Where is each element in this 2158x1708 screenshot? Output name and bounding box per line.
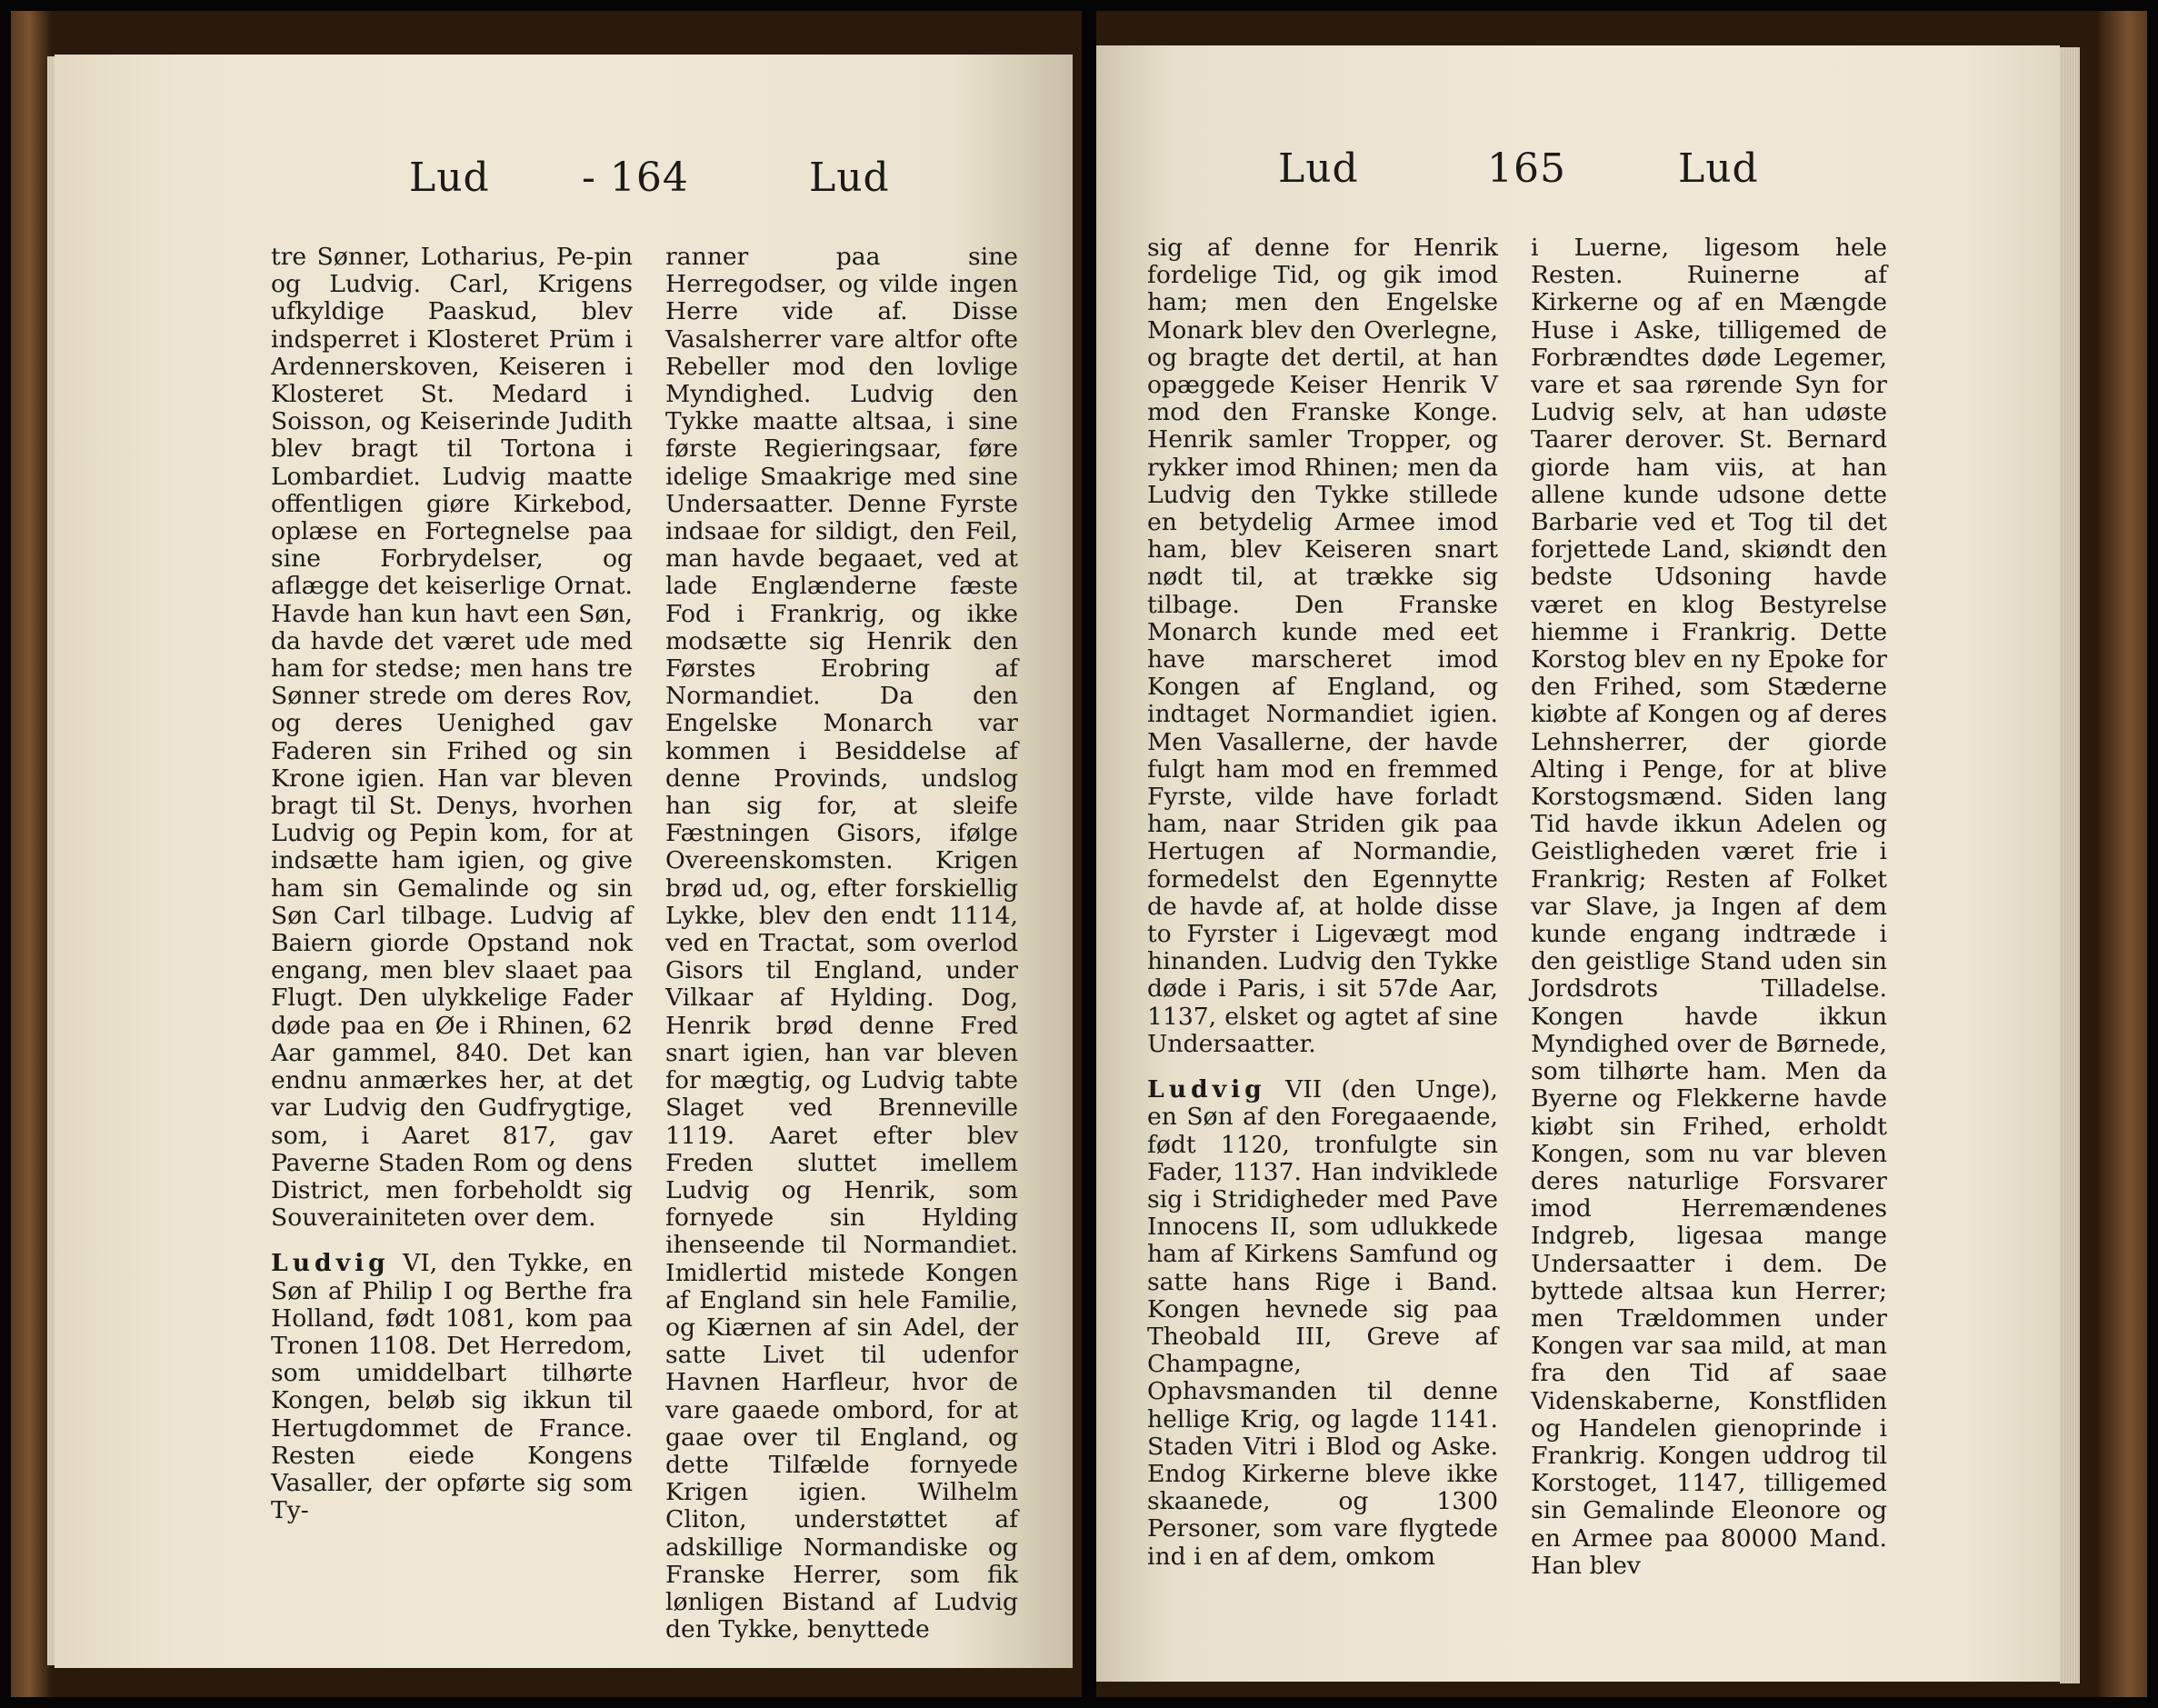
entry-paragraph [1147,1076,1498,1571]
left-page-scan [11,11,1082,1697]
right-page [1096,45,2060,1682]
entry-paragraph [271,1250,633,1524]
entry-text: VI, den Tykke, en Søn af Philip I og Berthe fra Holland, født 1081, kom paa Tronen 1108. Det Herredom, som umiddelbart tilhørte Kongen, beløb sig ikkun til Hertugdommet de France. Resten eiede Kongens Vasaller, der opførte sig som Ty- [271,1249,633,1525]
left-header-word: Lud [409,155,490,201]
paragraph: tre Sønner, Lotharius, Pe-pin og Ludvig. Carl, Krigens ufkyldige Paaskud, blev indsperret i Klosteret Prüm i Ardennerskoven, Keiseren i Klosteret St. Medard i Soisson, og Keiserinde Judith blev bragt til Tortona i Lombardiet. Ludvig maatte offentligen giøre Kirkebod, oplæse en Fortegnelse paa sine Forbrydelser, og aflægge det keiserlige Ornat. Havde han kun havt een Søn, da havde det været ude med ham for stedse; men hans tre Sønner strede om deres Rov, og deres Uenighed gav Faderen sin Frihed og sin Krone igien. Han var bleven bragt til St. Denys, hvorhen Ludvig og Pepin kom, for at indsætte ham igien, og give ham sin Gemalinde og sin Søn Carl tilbage. Ludvig af Baiern giorde Opstand nok engang, men blev slaaet paa Flugt. Den ulykkelige Fader døde paa en Øe i Rhinen, 62 Aar gammel, 840. Det kan endnu anmærkes her, at det var Ludvig den Gudfrygtige, som, i Aaret 817, gav Paverne Staden Rom og dens District, men forbeholdt sig Souverainiteten over dem. [271,243,633,1233]
right-page-header [1096,145,2060,209]
entry-text: VII (den Unge), en Søn af den Foregaaende, født 1120, tronfulgte sin Fader, 1137. Han indviklede sig i Stridigheder med Pave Innocens II, som udlukkede ham af Kirkens Samfund og satte hans Rige i Band. Kongen hevnede sig paa Theobald III, Greve af Champagne, Ophavsmanden til denne hellige Krig, og lagde 1141. Staden Vitri i Blod og Aske. Endog Kirkerne bleve ikke skaanede, og 1300 Personer, som vare flygtede ind i en af dem, omkom [1147,1075,1498,1571]
left-page-column-2 [665,244,1018,1643]
right-page-column-2 [1531,235,1887,1580]
paragraph: ranner paa sine Herregodser, og vilde ingen Herre vide af. Disse Vasalsherrer vare altfor ofte Rebeller mod den lovlige Myndighed. Ludvig den Tykke maatte altsaa, i sine første Regieringsaar, føre idelige Smaakrige med sine Undersaatter. Denne Fyrste indsaae for sildigt, den Feil, man havde begaaet, ved at lade Englænderne fæste Fod i Frankrig, og ikke modsætte sig Henrik den Førstes Erobring af Normandiet. Da den Engelske Monarch var kommen i Besiddelse af denne Provinds, undslog han sig for, at sleife Fæstningen Gisors, ifølge Overeenskomsten. Krigen brød ud, og, efter forskiellig Lykke, blev den endt 1114, ved en Tractat, som overlod Gisors til England, under Vilkaar af Hylding. Dog, Henrik brød denne Fred snart igien, han var bleven for mægtig, og Ludvig tabte Slaget ved Brenneville 1119. Aaret efter blev Freden sluttet imellem Ludvig og Henrik, som fornyede sin Hylding ihenseende til Normandiet. Imidlertid mistede Kongen af England sin hele Familie, og Kiærnen af sin Adel, der satte Livet til udenfor Havnen Harfleur, hvor de vare gaaede ombord, for at gaae over til England, og dette Tilfælde fornyede Krigen igien. Wilhelm Cliton, understøttet af adskillige Normandiske og Franske Herrer, som fik lønligen Bistand af Ludvig den Tykke, benyttede [665,243,1018,1644]
left-page [55,55,1073,1668]
left-page-header [55,155,1073,218]
right-header-word-right: Lud [1678,145,1759,192]
entry-headword: Ludvig [271,1249,390,1278]
entry-headword: Ludvig [1147,1075,1266,1104]
paragraph: sig af denne for Henrik fordelige Tid, og gik imod ham; men den Engelske Monark blev den Overlegne, og bragte det dertil, at han opæggede Keiser Henrik V mod den Franske Konge. Henrik samler Tropper, og rykker imod Rhinen; men da Ludvig den Tykke stillede en betydelig Armee imod ham, blev Keiseren snart nødt til, at trække sig tilbage. Den Franske Monarch kunde med eet have marscheret imod Kongen af England, og indtaget Normandiet igien. Men Vasallerne, der havde fulgt ham mod en fremmed Fyrste, vilde have forladt ham, naar Striden gik paa Hertugen af Normandie, formedelst den Egennytte de havde af, at holde disse to Fyrster i Ligevægt mod hinanden. Ludvig den Tykke døde i Paris, i sit 57de Aar, 1137, elsket og agtet af sine Undersaatter. [1147,234,1498,1058]
left-page-number: - 164 [582,155,689,201]
right-page-number: 165 [1487,145,1566,192]
right-page-edges [2060,47,2080,1683]
paragraph: i Luerne, ligesom hele Resten. Ruinerne af Kirkerne og af en Mængde Huse i Aske, tilligemed de Forbrændtes døde Legemer, vare et saa rørende Syn for Ludvig selv, at han udøste Taarer derover. St. Bernard giorde ham viis, at han allene kunde udsone dette Barbarie ved et Tog til det forjettede Land, skiøndt den bedste Udsoning havde været en klog Bestyrelse hiemme i Frankrig. Dette Korstog blev en ny Epoke for den Frihed, som Stæderne kiøbte af Kongen og af deres Lehnsherrer, der giorde Alting i Penge, for at blive Korstogsmænd. Siden lang Tid havde ikkun Adelen og Geistligheden været frie i Frankrig; Resten af Folket var Slave, ja Ingen af dem kunde engang indtræde i den geistlige Stand uden sin Jordsdrots Tilladelse. Kongen havde ikkun Myndighed over de Børnede, som tilhørte ham. Men da Byerne og Flekkerne havde kiøbt sin Frihed, erholdt Kongen, som nu var bleven deres naturlige Forsvarer imod Herremændenes Indgreb, ligesaa mange Undersaatter i dem. De byttede altsaa kun Herrer; men Trældommen under Kongen var saa mild, at man fra den Tid af saae Videnskaberne, Konstfliden og Handelen gienoprinde i Frankrig. Kongen uddrog til Korstoget, 1147, tilligemed sin Gemalinde Eleonore og en Armee paa 80000 Mand. Han blev [1531,234,1887,1580]
right-page-column-1 [1147,235,1498,1571]
left-header-word-right: Lud [809,155,890,201]
right-page-scan [1096,11,2147,1697]
left-page-column-1 [271,244,633,1524]
right-header-word: Lud [1278,145,1359,192]
